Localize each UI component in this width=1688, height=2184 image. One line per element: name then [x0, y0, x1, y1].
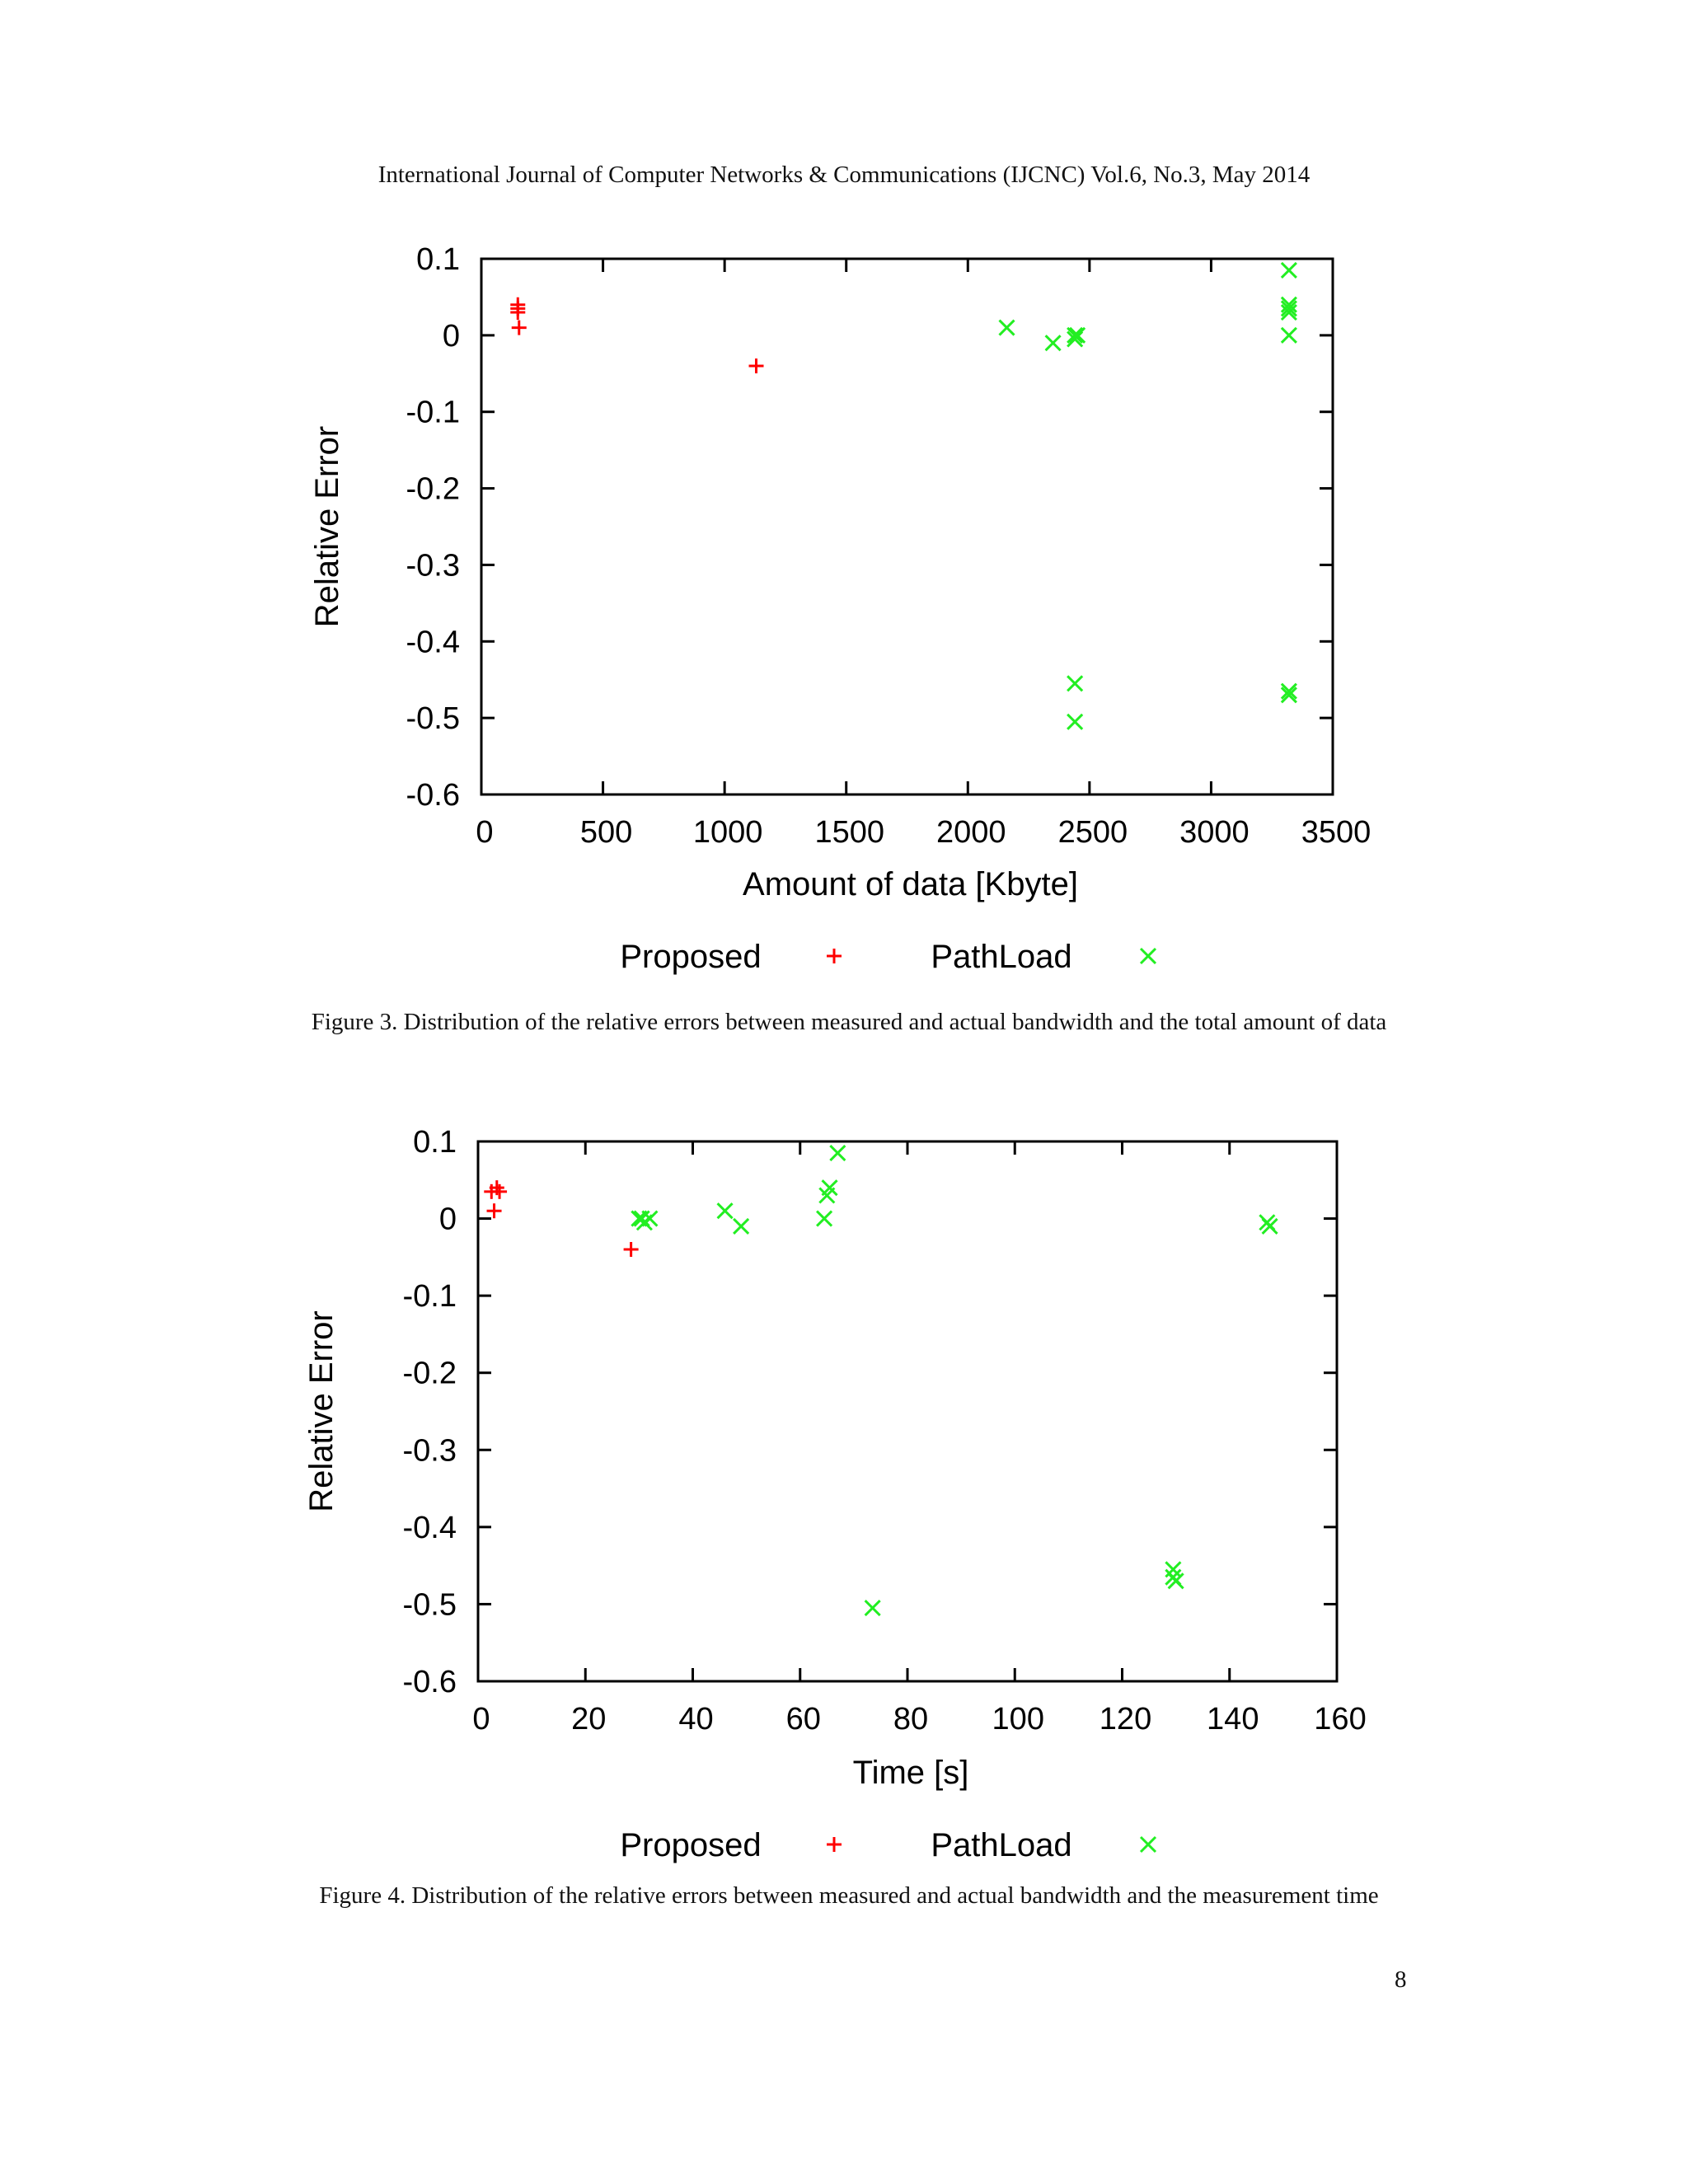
y-tick-label: -0.3: [406, 548, 460, 583]
legend: [620, 1827, 1156, 1863]
y-axis-label: Relative Error: [303, 1310, 340, 1512]
y-tick-label: -0.6: [402, 1665, 457, 1699]
x-tick-label: 2000: [936, 815, 1006, 850]
x-axis-label: Time [s]: [852, 1755, 969, 1791]
proposed-point: [487, 1203, 502, 1218]
running-header: International Journal of Computer Networks & Communications (IJCNC) Vol.6, No.3, May 2014: [377, 162, 1311, 188]
y-tick-label: -0.5: [406, 701, 460, 737]
pathload-point: [1067, 715, 1082, 729]
y-tick-label: -0.3: [402, 1433, 457, 1469]
pathload-point: [718, 1203, 733, 1218]
x-tick-label: 500: [579, 815, 633, 850]
x-tick-label: 60: [785, 1702, 821, 1736]
pathload-point: [1282, 263, 1296, 278]
x-tick-label: 120: [1099, 1702, 1152, 1736]
pathload-point: [817, 1212, 832, 1226]
y-tick-label: 0.1: [413, 1125, 457, 1160]
x-axis-label: Amount of data [Kbyte]: [743, 866, 1078, 902]
proposed-point: [512, 321, 527, 335]
pathload-point: [1000, 321, 1015, 335]
legend-label-pathload: PathLoad: [931, 939, 1072, 975]
x-tick-label: 40: [678, 1702, 714, 1736]
figure-4-scatter-chart: [0, 1113, 1688, 1871]
y-tick-label: 0: [442, 318, 460, 354]
x-tick-label: 3500: [1301, 815, 1372, 850]
page-number: 8: [1395, 1966, 1407, 1993]
plot-frame: [481, 259, 1333, 794]
y-axis-label: Relative Error: [309, 425, 345, 628]
pathload-point: [865, 1601, 880, 1615]
legend-marker-proposed: [827, 1837, 842, 1852]
legend: [620, 939, 1156, 975]
pathload-point: [1067, 676, 1082, 691]
y-tick-label: -0.6: [406, 778, 460, 813]
y-tick-label: -0.5: [402, 1587, 457, 1623]
y-tick-label: -0.4: [402, 1510, 457, 1545]
legend-marker-proposed: [827, 949, 842, 963]
x-tick-label: 100: [992, 1702, 1044, 1736]
y-tick-label: -0.2: [402, 1356, 457, 1391]
legend-label-proposed: Proposed: [620, 1827, 762, 1863]
x-tick-label: 0: [476, 815, 494, 850]
x-tick-label: 3000: [1179, 815, 1250, 850]
x-tick-label: 160: [1314, 1702, 1367, 1736]
legend-marker-pathload: [1141, 949, 1156, 963]
pathload-point: [830, 1146, 845, 1160]
figure-3-scatter-chart: [0, 231, 1688, 981]
proposed-point: [510, 305, 525, 320]
y-tick-label: -0.4: [406, 625, 460, 660]
proposed-point: [492, 1184, 507, 1199]
proposed-point: [749, 359, 764, 373]
x-tick-label: 1500: [814, 815, 884, 850]
pathload-point: [1282, 328, 1296, 343]
figure-4-caption: Figure 4. Distribution of the relative errors between measured and actual bandwidth and the measurement time: [319, 1882, 1379, 1909]
x-tick-label: 140: [1207, 1702, 1259, 1736]
y-tick-label: -0.1: [402, 1279, 457, 1315]
legend-label-pathload: PathLoad: [931, 1827, 1072, 1863]
pathload-point: [642, 1212, 657, 1226]
proposed-point: [624, 1242, 639, 1257]
y-tick-label: 0: [438, 1202, 457, 1237]
x-tick-label: 2500: [1057, 815, 1128, 850]
x-tick-label: 1000: [692, 815, 763, 850]
x-tick-label: 80: [893, 1702, 929, 1736]
y-tick-label: -0.2: [406, 471, 460, 507]
figure-3-caption: Figure 3. Distribution of the relative errors between measured and actual bandwidth and the total amount of data: [311, 1009, 1387, 1035]
pathload-point: [1046, 335, 1061, 350]
legend-label-proposed: Proposed: [620, 939, 762, 975]
pathload-point: [734, 1219, 748, 1234]
plot-frame: [478, 1141, 1337, 1681]
legend-marker-pathload: [1141, 1837, 1156, 1852]
y-tick-label: -0.1: [406, 395, 460, 430]
x-tick-label: 0: [472, 1702, 490, 1736]
y-tick-label: 0.1: [416, 242, 460, 277]
x-tick-label: 20: [571, 1702, 607, 1736]
